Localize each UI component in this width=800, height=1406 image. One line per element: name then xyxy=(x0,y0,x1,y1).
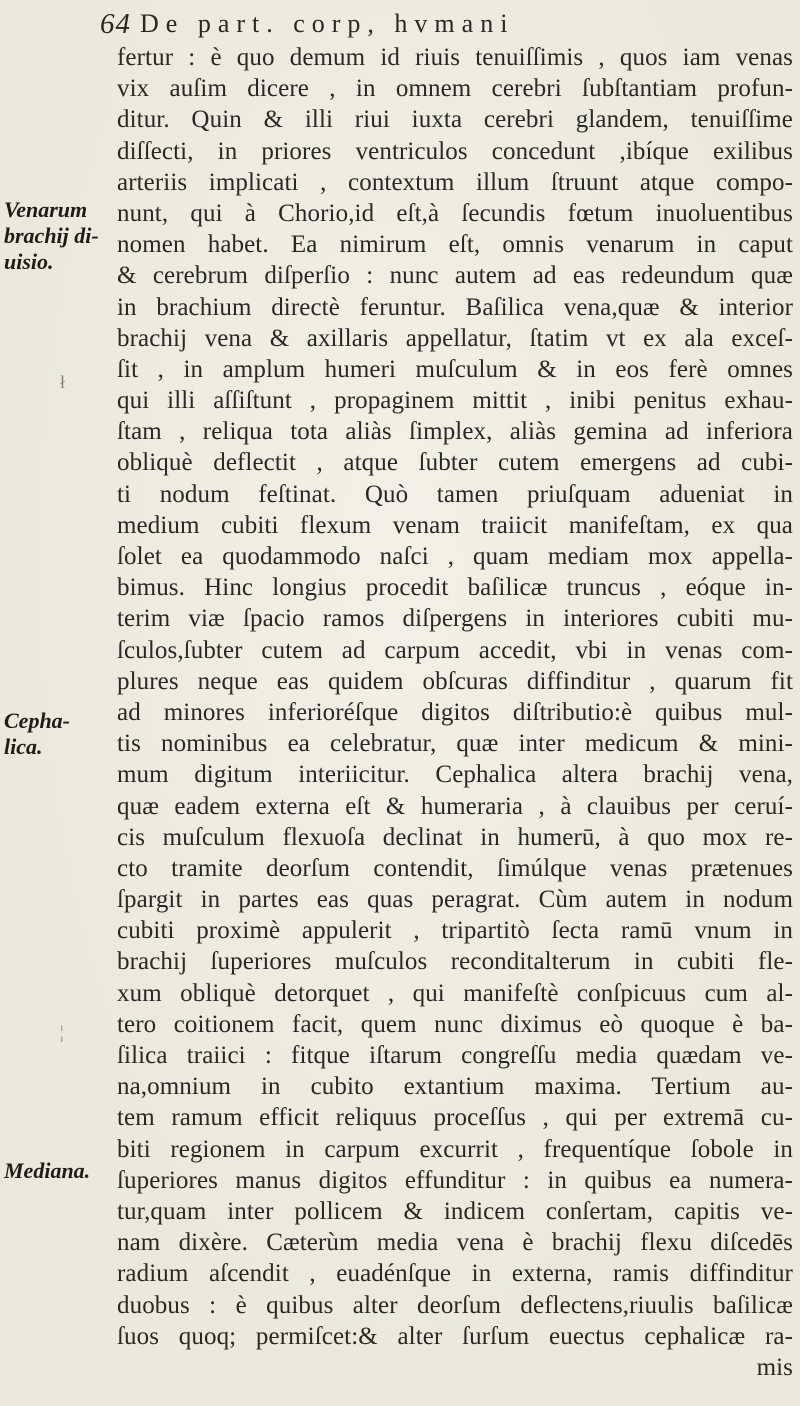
text-line: vix auſim dicere , in omnem cerebri ſubſtantiam profun- xyxy=(117,75,793,103)
text-line: nam dixère. Cæterùm media vena è brachij flexu diſcedēs xyxy=(117,1229,793,1257)
margin-note-line: lica. xyxy=(4,734,43,759)
text-line: tero coitionem facit, quem nunc diximus eò quoque è ba- xyxy=(117,1010,793,1038)
text-line: terim viæ ſpacio ramos diſpergens in interiores cubiti mu- xyxy=(117,605,793,633)
text-line: & cerebrum diſperſio : nunc autem ad eas redeundum quæ xyxy=(117,262,793,290)
page-number: 64 xyxy=(100,8,131,40)
text-line: ſtam , reliqua tota aliàs ſimplex, aliàs gemina ad inferiora xyxy=(117,418,793,446)
text-line: nomen habet. Ea nimirum eſt, omnis venarum in caput xyxy=(117,231,793,259)
margin-note-line: brachij di- xyxy=(4,223,99,248)
text-line: xum obliquè detorquet , qui manifeſtè conſpicuus cum al- xyxy=(117,979,793,1007)
margin-note-venarum xyxy=(4,197,99,275)
margin-note-line: Cepha- xyxy=(4,708,70,733)
text-line: radium aſcendit , euadénſque in externa, ramis diffinditur xyxy=(117,1260,793,1288)
text-line: brachij ſuperiores muſculos reconditalterum in cubiti fle- xyxy=(117,948,793,976)
margin-note-line: uisio. xyxy=(4,249,54,274)
text-line: na,omnium in cubito extantium maxima. Tertium au- xyxy=(117,1073,793,1101)
text-line: fertur : è quo demum id riuis tenuiſſimis , quos iam venas xyxy=(117,44,793,71)
text-line: ad minores inferioréſque digitos diſtributio:è quibus mul- xyxy=(117,698,793,726)
text-line: tem ramum efficit reliquus proceſſus , qui per extremā cu- xyxy=(117,1104,793,1132)
page-header xyxy=(100,8,780,44)
margin-note-line: Venarum xyxy=(4,197,88,222)
text-line: ſuperiores manus digitos effunditur : in quibus ea numera- xyxy=(117,1166,793,1194)
text-line: bimus. Hinc longius procedit baſilicæ truncus , eóque in- xyxy=(117,574,793,602)
text-line: medium cubiti flexum venam traiicit manifeſtam, ex qua xyxy=(117,511,793,539)
text-line: cubiti proximè appulerit , tripartitò ſecta ramū vnum in xyxy=(117,917,793,945)
text-line: ti nodum feſtinat. Quò tamen priuſquam adueniat in xyxy=(117,480,793,508)
body-text xyxy=(117,42,793,1383)
text-line: ditur. Quin & illi riui iuxta cerebri glandem, tenuiſſime xyxy=(117,106,793,134)
text-line: quæ eadem externa eſt & humeraria , à clauibus per ceruí- xyxy=(117,792,793,820)
running-head: De part. corp, hvmani xyxy=(140,9,515,38)
margin-note-line: Mediana. xyxy=(4,1158,91,1183)
margin-note-mediana xyxy=(4,1158,90,1184)
text-line: mis xyxy=(756,1353,793,1381)
text-line: ſolet ea quodammodo naſci , quam mediam mox appella- xyxy=(117,543,793,570)
margin-note-cephalica xyxy=(4,708,70,760)
text-line: mum digitum interiicitur. Cephalica altera brachij vena, xyxy=(117,761,793,789)
stray-ink-mark: ¦ xyxy=(60,1022,64,1042)
text-line: biti regionem in carpum excurrit , frequentíque ſobole in xyxy=(117,1135,793,1163)
text-line: ſilica traiici : fitque iſtarum congreſſu media quædam ve- xyxy=(117,1042,793,1069)
text-line: ſpargit in partes eas quas peragrat. Cùm autem in nodum xyxy=(117,886,793,914)
text-line: duobus : è quibus alter deorſum deflectens,riuulis baſilicæ xyxy=(117,1291,793,1319)
text-line: cis muſculum flexuoſa declinat in humerū, à quo mox re- xyxy=(117,823,793,851)
text-line: tis nominibus ea celebratur, quæ inter medicum & mini- xyxy=(117,730,793,758)
text-line: arteriis implicati , contextum illum ſtruunt atque compo- xyxy=(117,168,793,196)
stray-ink-mark: ł xyxy=(60,372,66,392)
text-line: brachij vena & axillaris appellatur, ſtatim vt ex ala exceſ- xyxy=(117,324,793,352)
text-line: in brachium directè feruntur. Baſilica vena,quæ & interior xyxy=(117,293,793,321)
text-line: cto tramite deorſum contendit, ſimúlque venas prætenues xyxy=(117,854,793,882)
text-line: qui illi aſſiſtunt , propaginem mittit , inibi penitus exhau- xyxy=(117,387,793,415)
text-line: ſuos quoq; permiſcet:& alter ſurſum euectus cephalicæ ra- xyxy=(117,1322,793,1350)
text-line: tur,quam inter pollicem & indicem conſertam, capitis ve- xyxy=(117,1197,793,1225)
text-line: obliquè deflectit , atque ſubter cutem emergens ad cubi- xyxy=(117,449,793,477)
text-line: ſculos,ſubter cutem ad carpum accedit, vbi in venas com- xyxy=(117,636,793,664)
text-line: diſſecti, in priores ventriculos concedunt ,ibíque exilibus xyxy=(117,137,793,165)
text-line: nunt, qui à Chorio,id eſt,à ſecundis fœtum inuoluentibus xyxy=(117,199,793,227)
text-line: plures neque eas quidem obſcuras diffinditur , quarum fit xyxy=(117,667,793,695)
text-line: ſit , in amplum humeri muſculum & in eos ferè omnes xyxy=(117,355,793,383)
